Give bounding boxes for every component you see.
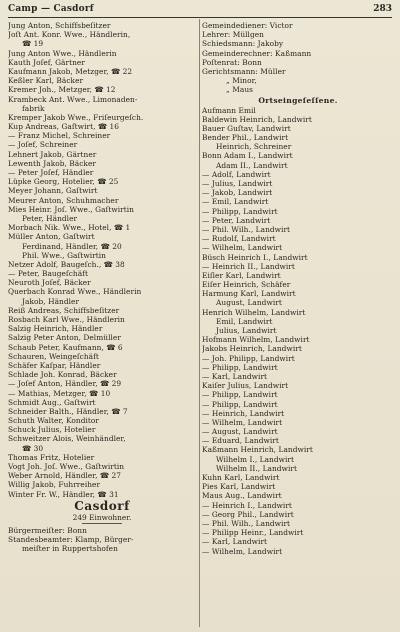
resident-entry: Kaßmann Heinrich, Landwirt xyxy=(202,445,313,455)
directory-entry: ☎ 30 xyxy=(22,443,44,453)
resident-entry: Kaiſer Julius, Landwirt xyxy=(202,381,289,391)
resident-entry: — Philipp, Landwirt xyxy=(202,399,278,409)
resident-entry: Kuhn Karl, Landwirt xyxy=(202,473,280,482)
resident-entry: August, Landwirt xyxy=(216,298,282,308)
directory-entry: Schmidt Aug., Gaſtwirt xyxy=(8,397,96,407)
directory-entry: Schuck Julius, Hotelier xyxy=(8,425,96,435)
resident-entry: — Julius, Landwirt xyxy=(202,179,273,188)
resident-entry: Bonn Adam I., Landwirt xyxy=(202,151,293,161)
resident-entry: — Karl, Landwirt xyxy=(202,537,268,547)
resident-entry: — Joh. Philipp, Landwirt xyxy=(202,353,295,363)
directory-entry: Salzig Heinrich, Händler xyxy=(8,324,103,334)
resident-entry: Jakobs Heinrich, Landwirt xyxy=(202,344,302,354)
directory-entry: — Mathias, Metzger, ☎ 10 xyxy=(8,388,111,398)
resident-entry: Bender Phil., Landwirt xyxy=(202,133,289,143)
directory-entry: Vogt Joh. Joſ. Wwe., Gaſtwirtin xyxy=(8,462,125,471)
resident-entry: — Heinrich II., Landwirt xyxy=(202,261,295,271)
section-rule xyxy=(82,523,122,524)
resident-entry: — Rudolf, Landwirt xyxy=(202,234,276,244)
resident-entries xyxy=(202,106,394,556)
directory-entry: Rosbach Karl Wwe., Händlerin xyxy=(8,315,125,324)
resident-entry: — Heinrich I., Landwirt xyxy=(202,500,292,510)
directory-entry: Schaub Peter, Kaufmann, ☎ 6 xyxy=(8,342,123,352)
directory-entry: Keßler Karl, Bäcker xyxy=(8,76,84,86)
directory-entry: Winter Fr. W., Händler, ☎ 31 xyxy=(8,489,119,499)
resident-entry: Henrich Wilhelm, Landwirt xyxy=(202,307,306,317)
resident-entry: — Jakob, Landwirt xyxy=(202,188,273,198)
directory-entry: Kaufmann Jakob, Metzger, ☎ 22 xyxy=(8,66,133,76)
official-entry: meiſter in Ruppertshofen xyxy=(22,544,118,554)
resident-entry: Maus Aug., Landwirt xyxy=(202,491,282,501)
resident-entry: Wilhelm I., Landwirt xyxy=(216,454,295,464)
directory-entry: Lüpke Georg, Hotelier, ☎ 25 xyxy=(8,177,119,187)
directory-entry: Jung Anton Wwe., Händlerin xyxy=(8,48,117,58)
directory-entry: — Peter, Baugeſchäft xyxy=(8,269,88,279)
official-entry: „ Maus xyxy=(226,85,254,95)
resident-entry: — Philipp, Landwirt xyxy=(202,362,278,372)
population-note: 249 Einwohner. xyxy=(72,512,132,522)
official-entry: Gemeinderechner: Kaßmann xyxy=(202,48,312,58)
resident-entry: — Phil. Wilh., Landwirt xyxy=(202,224,291,234)
resident-entry: — Philipp, Landwirt xyxy=(202,390,278,400)
directory-entry: Meyer Johann, Gaſtwirt xyxy=(8,186,98,196)
header-rule xyxy=(8,17,392,18)
right-column xyxy=(202,21,394,556)
directory-entry: Meurer Anton, Schuhmacher xyxy=(8,195,119,205)
resident-entry: — Phil. Wilh., Landwirt xyxy=(202,518,291,528)
directory-entry: Reiß Andreas, Schiffsbeſitzer xyxy=(8,305,120,315)
official-entry: Gerichtsmann: Müller xyxy=(202,66,286,76)
directory-entry: Querbach Konrad Wwe., Händlerin xyxy=(8,287,142,297)
running-title: Camp — Casdorf xyxy=(8,4,94,14)
directory-entry: — Joſef Anton, Händler, ☎ 29 xyxy=(8,379,122,389)
resident-entry: — August, Landwirt xyxy=(202,427,278,437)
resident-entry: — Philipp, Landwirt xyxy=(202,206,278,216)
resident-entry: — Peter, Landwirt xyxy=(202,215,271,225)
resident-entry: — Wilhelm, Landwirt xyxy=(202,243,283,253)
casdorf-officials-left xyxy=(8,526,196,554)
directory-entry: Phil. Wwe., Gaſtwirtin xyxy=(22,250,106,260)
resident-entry: — Karl, Landwirt xyxy=(202,371,268,381)
directory-entry: Morbach Nik. Wwe., Hotel, ☎ 1 xyxy=(8,223,131,233)
official-entry: Gemeindediener: Victor xyxy=(202,21,293,30)
directory-entry: — Peter Joſef, Händler xyxy=(8,168,94,177)
directory-entry: Thomas Fritz, Hotelier xyxy=(8,452,95,462)
directory-entry: Schäfer Kaſpar, Händler xyxy=(8,360,101,370)
resident-entry: Aufmann Emil xyxy=(202,105,256,115)
official-entry: Poſtenrat: Bonn xyxy=(202,57,262,67)
resident-entry: Julius, Landwirt xyxy=(216,326,277,335)
resident-entry: — Emil, Landwirt xyxy=(202,197,269,207)
directory-entry: fabrik xyxy=(22,103,45,113)
resident-entry: Baldewin Heinrich, Landwirt xyxy=(202,114,312,124)
resident-entry: Harmung Karl, Landwirt xyxy=(202,289,296,299)
directory-entry: Lewenth Jakob, Bäcker xyxy=(8,158,96,168)
official-entry: „ Minor, xyxy=(226,76,257,86)
casdorf-officials-right xyxy=(202,21,394,95)
directory-entry: Jakob, Händler xyxy=(22,296,80,306)
resident-entry: — Heinrich, Landwirt xyxy=(202,408,285,418)
directory-entry: ☎ 19 xyxy=(22,39,44,49)
resident-entry: Pies Karl, Landwirt xyxy=(202,482,276,492)
resident-entry: Bauer Guſtav, Landwirt xyxy=(202,123,291,133)
directory-entry: Netzer Adolf, Baugeſch., ☎ 38 xyxy=(8,259,125,269)
resident-entry: Emil, Landwirt xyxy=(216,316,273,326)
resident-entry: Hofmann Wilhelm, Landwirt xyxy=(202,335,310,345)
directory-entry: — Franz Michel, Schreiner xyxy=(8,131,111,141)
page-header xyxy=(8,4,392,18)
official-entry: Lehrer: Müllgen xyxy=(202,30,264,40)
resident-entry: — Eduard, Landwirt xyxy=(202,436,279,446)
directory-entry: Kauth Joſef, Gärtner xyxy=(8,57,85,67)
directory-entry: Jung Anton, Schiffsbeſitzer xyxy=(8,21,111,30)
directory-entry: Krambeck Ant. Wwe., Limonaden- xyxy=(8,94,138,104)
directory-entry: Willig Jakob, Fuhrreiher xyxy=(8,480,101,490)
directory-entry: Schuth Walter, Konditor xyxy=(8,416,100,426)
directory-entry: Schlade Joh. Konrad, Bäcker xyxy=(8,370,117,380)
resident-entry: Eiſler Karl, Landwirt xyxy=(202,270,281,280)
directory-entry: Joſt Ant. Konr. Wwe., Händlerin, xyxy=(8,30,131,40)
directory-entry: Kremer Joh., Metzger, ☎ 12 xyxy=(8,85,116,95)
directory-entry: Mies Heinr. Joſ. Wwe., Gaſtwirtin xyxy=(8,204,134,214)
resident-entry: — Adolf, Landwirt xyxy=(202,169,271,179)
directory-entry: Schweitzer Alois, Weinhändler, xyxy=(8,434,126,444)
resident-entry: — Wilhelm, Landwirt xyxy=(202,546,283,556)
resident-entry: Büsch Heinrich I., Landwirt xyxy=(202,252,308,262)
resident-entry: Adam II., Landwirt xyxy=(216,160,288,170)
directory-entry: — Joſef, Schreiner xyxy=(8,140,78,150)
resident-entry: — Wilhelm, Landwirt xyxy=(202,417,283,427)
official-entry: Bürgermeiſter: Bonn xyxy=(8,525,87,535)
page-number: 283 xyxy=(373,4,392,14)
directory-entry: Schneider Balth., Händler, ☎ 7 xyxy=(8,406,128,416)
resident-entry: Eiſer Heinrich, Schäfer xyxy=(202,280,291,290)
directory-entry: Peter, Händler xyxy=(22,213,78,223)
directory-entry: Lehnert Jakob, Gärtner xyxy=(8,149,97,159)
residents-subhead: Ortseingeſeſſene. xyxy=(258,95,338,105)
column-divider xyxy=(199,19,200,627)
directory-entry: Salzig Peter Anton, Delmüller xyxy=(8,333,121,343)
section-title-casdorf: Casdorf xyxy=(74,498,130,513)
official-entry: Standesbeamter: Klamp, Bürger- xyxy=(8,535,134,545)
directory-entry: Müller Anton, Gaſtwirt xyxy=(8,232,95,242)
directory-entry: Kup Andreas, Gaſtwirt, ☎ 16 xyxy=(8,122,120,132)
directory-entry: Neuroth Joſef, Bäcker xyxy=(8,278,91,288)
directory-entry: Kremper Jakob Wwe., Friſeurgeſch. xyxy=(8,112,144,122)
resident-entry: Wilhelm II., Landwirt xyxy=(216,463,297,473)
left-column xyxy=(8,21,196,554)
official-entry: Schiedsmann: Jakoby xyxy=(202,39,284,49)
resident-entry: — Georg Phil., Landwirt xyxy=(202,509,294,519)
camp-entries xyxy=(8,21,196,499)
directory-entry: Schauren, Weingeſchäft xyxy=(8,351,99,361)
resident-entry: — Philipp Heinr., Landwirt xyxy=(202,528,304,538)
directory-entry: Ferdinand, Händler, ☎ 20 xyxy=(22,241,122,251)
resident-entry: Heinrich, Schreiner xyxy=(216,142,292,152)
directory-entry: Weber Arnold, Händler, ☎ 27 xyxy=(8,471,122,481)
